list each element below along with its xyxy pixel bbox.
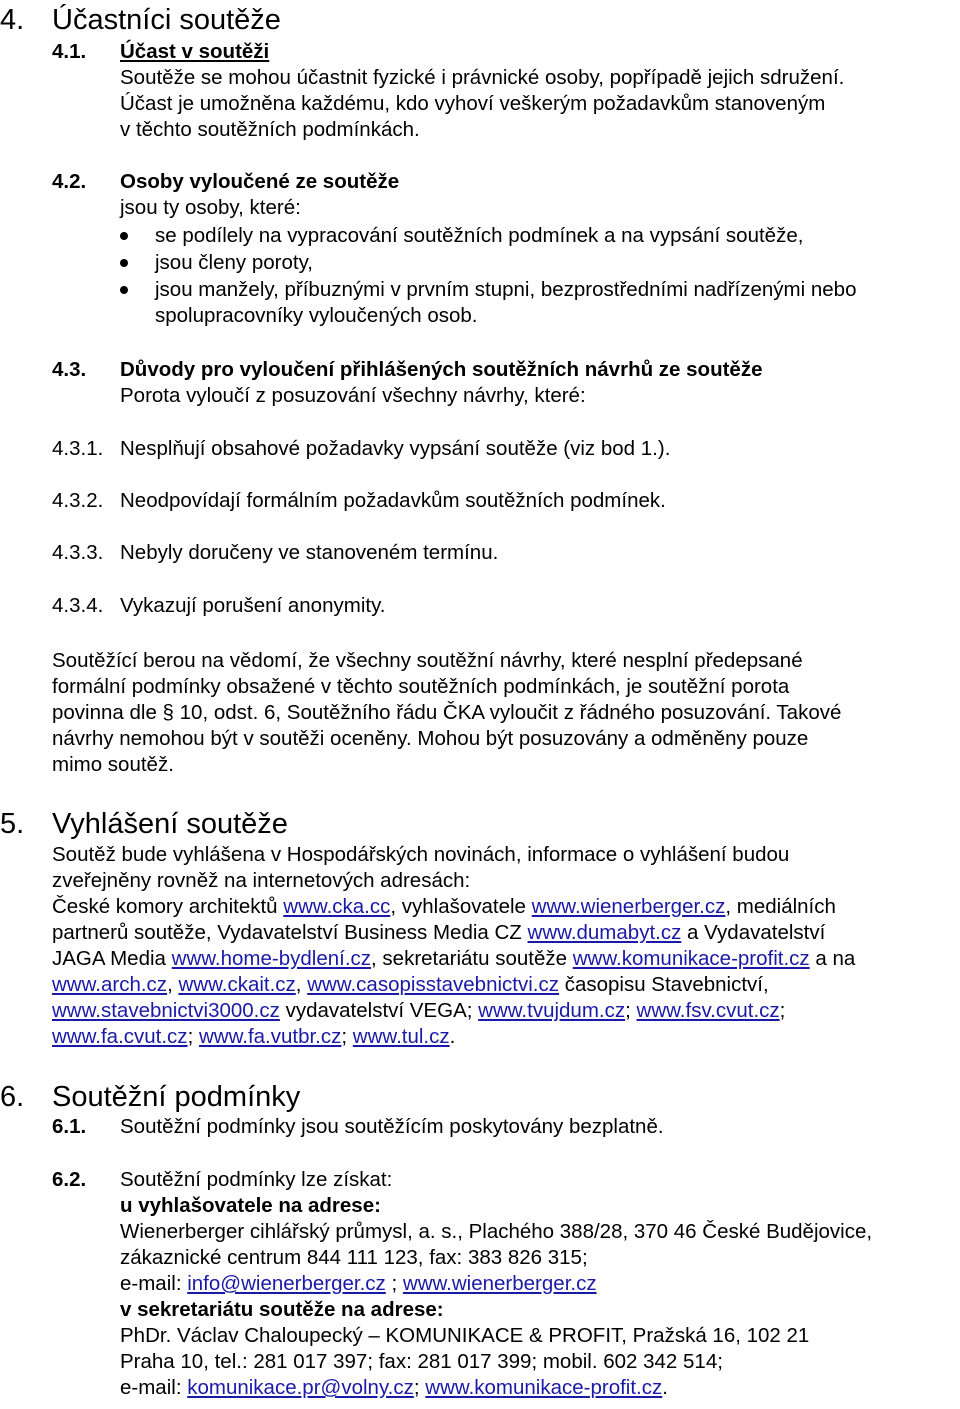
link-casopisstavebnictvi[interactable]: www.casopisstavebnictvi.cz	[307, 973, 559, 996]
link-home-bydleni[interactable]: www.home-bydlení.cz	[171, 947, 372, 970]
link-fa-cvut[interactable]: www.fa.cvut.cz	[52, 1025, 188, 1048]
section-4-3-number: 4.3.	[52, 358, 87, 381]
section-5-text-line	[52, 947, 855, 971]
sekretariat-contact-line	[120, 1376, 668, 1400]
note-line: Soutěžící berou na vědomí, že všechny soutěžní návrhy, které nesplní předepsané	[52, 649, 803, 672]
section-4-2-intro: jsou ty osoby, které:	[120, 196, 301, 219]
vyhlasovatel-heading: u vyhlašovatele na adrese:	[120, 1194, 381, 1217]
text-segment: , mediálních	[725, 895, 836, 918]
link-wienerberger[interactable]: www.wienerberger.cz	[531, 895, 726, 918]
note-line: formální podmínky obsažené v těchto soutěžních podmínkách, je soutěžní porota	[52, 675, 790, 698]
text-segment: ;	[625, 999, 637, 1022]
link-web-wienerberger[interactable]: www.wienerberger.cz	[402, 1272, 597, 1295]
item-number: 4.3.4.	[52, 594, 104, 617]
bullet-item-continuation: spolupracovníky vyloučených osob.	[155, 304, 478, 327]
section-6-2-number: 6.2.	[52, 1168, 87, 1191]
item-text: Nesplňují obsahové požadavky vypsání soutěže (viz bod 1.).	[120, 437, 671, 460]
section-4-1-text-line: Účast je umožněna každému, kdo vyhoví veškerým požadavkům stanoveným	[120, 92, 826, 115]
bullet-icon	[120, 286, 128, 294]
link-tul[interactable]: www.tul.cz	[352, 1025, 450, 1048]
link-tvujdum[interactable]: www.tvujdum.cz	[478, 999, 626, 1022]
section-4-1-title: Účast v soutěži	[120, 40, 270, 63]
sekretariat-address-line: PhDr. Václav Chaloupecký – KOMUNIKACE & PROFIT, Pražská 16, 102 21	[120, 1324, 810, 1347]
text-segment: České komory architektů	[52, 895, 284, 918]
link-web-komunikace-profit[interactable]: www.komunikace-profit.cz	[425, 1376, 663, 1399]
text-segment: .	[449, 1025, 456, 1048]
link-cka[interactable]: www.cka.cc	[283, 895, 391, 918]
bullet-icon	[120, 259, 128, 267]
section-5-text-line	[52, 921, 825, 945]
link-arch[interactable]: www.arch.cz	[52, 973, 168, 996]
item-text: Vykazují porušení anonymity.	[120, 594, 386, 617]
item-text: Nebyly doručeny ve stanoveném termínu.	[120, 541, 499, 564]
bullet-item: se podílely na vypracování soutěžních podmínek a na vypsání soutěže,	[155, 224, 804, 247]
bullet-item: jsou členy poroty,	[155, 251, 314, 274]
section-5-title: Vyhlášení soutěže	[52, 808, 288, 840]
vyhlasovatel-contact-line	[120, 1272, 597, 1296]
item-number: 4.3.1.	[52, 437, 104, 460]
note-line: návrhy nemohou být v soutěži oceněny. Mohou být posuzovány a odměněny pouze	[52, 727, 809, 750]
section-5-text-line	[52, 895, 836, 919]
text-segment: ,	[295, 973, 308, 996]
section-4-2-title: Osoby vyloučené ze soutěže	[120, 170, 400, 193]
text-segment: , vyhlašovatele	[390, 895, 532, 918]
section-6-1-number: 6.1.	[52, 1115, 87, 1138]
section-5-text-line	[52, 999, 785, 1023]
text-segment: ;	[187, 1025, 199, 1048]
text-segment: , sekretariátu soutěže	[371, 947, 573, 970]
section-5-text-line	[52, 973, 769, 997]
text-segment: časopisu Stavebnictví,	[559, 973, 769, 996]
section-5-text-line: zveřejněny rovněž na internetových adresách:	[52, 869, 471, 892]
link-email-wienerberger[interactable]: info@wienerberger.cz	[187, 1272, 386, 1295]
section-4-3-intro: Porota vyloučí z posuzování všechny návrhy, které:	[120, 384, 586, 407]
section-4-1-text-line: Soutěže se mohou účastnit fyzické i právnické osoby, popřípadě jejich sdružení.	[120, 66, 845, 89]
section-6-number: 6.	[0, 1081, 25, 1113]
link-fa-vutbr[interactable]: www.fa.vutbr.cz	[198, 1025, 342, 1048]
text-segment: JAGA Media	[52, 947, 172, 970]
link-fsv-cvut[interactable]: www.fsv.cvut.cz	[636, 999, 780, 1022]
section-6-2-text: Soutěžní podmínky lze získat:	[120, 1168, 393, 1191]
sekretariat-heading: v sekretariátu soutěže na adrese:	[120, 1298, 444, 1321]
sekretariat-address-line: Praha 10, tel.: 281 017 397; fax: 281 017 399; mobil. 602 342 514;	[120, 1350, 723, 1373]
section-4-number: 4.	[0, 4, 25, 36]
note-line: mimo soutěž.	[52, 753, 174, 776]
text-segment: ;	[341, 1025, 353, 1048]
section-4-3-title: Důvody pro vyloučení přihlášených soutěžních návrhů ze soutěže	[120, 358, 763, 381]
text-segment: vydavatelství VEGA;	[279, 999, 479, 1022]
text-segment: a Vydavatelství	[681, 921, 826, 944]
section-5-text-line	[52, 1025, 455, 1049]
section-5-text-line: Soutěž bude vyhlášena v Hospodářských novinách, informace o vyhlášení budou	[52, 843, 790, 866]
text-segment: ;	[779, 999, 786, 1022]
link-komunikace-profit[interactable]: www.komunikace-profit.cz	[572, 947, 810, 970]
section-4-1-text-line: v těchto soutěžních podmínkách.	[120, 118, 420, 141]
link-stavebnictvi3000[interactable]: www.stavebnictvi3000.cz	[52, 999, 280, 1022]
text-segment: ;	[413, 1376, 426, 1399]
note-line: povinna dle § 10, odst. 6, Soutěžního řádu ČKA vyloučit z řádného posuzování. Takové	[52, 701, 842, 724]
section-5-number: 5.	[0, 808, 25, 840]
section-6-1-text: Soutěžní podmínky jsou soutěžícím poskytovány bezplatně.	[120, 1115, 664, 1138]
item-text: Neodpovídají formálním požadavkům soutěžních podmínek.	[120, 489, 666, 512]
vyhlasovatel-address-line: Wienerberger cihlářský průmysl, a. s., Plachého 388/28, 370 46 České Budějovice,	[120, 1220, 873, 1243]
email-label: e-mail:	[120, 1376, 188, 1399]
text-segment: a na	[809, 947, 856, 970]
section-6-title: Soutěžní podmínky	[52, 1081, 301, 1113]
bullet-item: jsou manžely, příbuznými v prvním stupni, bezprostředními nadřízenými nebo	[155, 278, 857, 301]
text-segment: ;	[385, 1272, 403, 1295]
link-email-komunikace[interactable]: komunikace.pr@volny.cz	[187, 1376, 414, 1399]
bullet-icon	[120, 232, 128, 240]
section-4-title: Účastníci soutěže	[52, 4, 281, 36]
email-label: e-mail:	[120, 1272, 188, 1295]
text-segment: partnerů soutěže, Vydavatelství Business Media CZ	[52, 921, 528, 944]
text-segment: .	[662, 1376, 668, 1399]
link-dumabyt[interactable]: www.dumabyt.cz	[527, 921, 682, 944]
vyhlasovatel-address-line: zákaznické centrum 844 111 123, fax: 383 826 315;	[120, 1246, 588, 1269]
item-number: 4.3.3.	[52, 541, 104, 564]
text-segment: ,	[167, 973, 179, 996]
link-ckait[interactable]: www.ckait.cz	[178, 973, 296, 996]
section-4-1-number: 4.1.	[52, 40, 87, 63]
item-number: 4.3.2.	[52, 489, 104, 512]
section-4-2-number: 4.2.	[52, 170, 87, 193]
